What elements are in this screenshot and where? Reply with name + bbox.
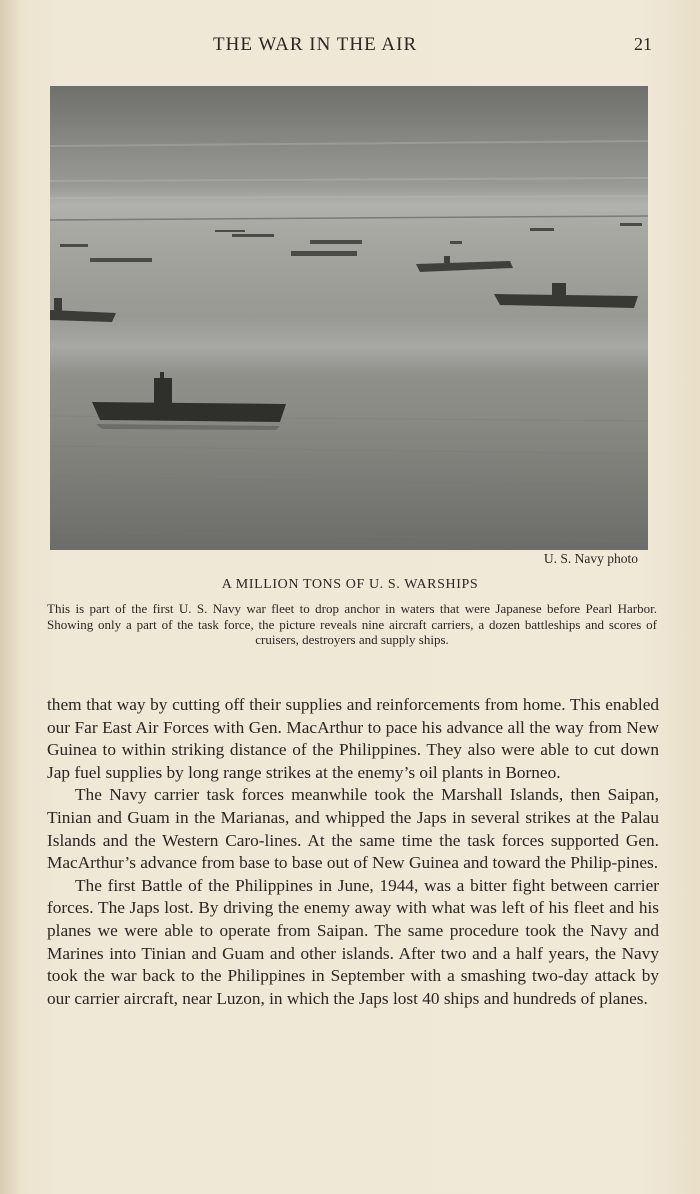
caption-title: A MILLION TONS OF U. S. WARSHIPS: [221, 577, 479, 592]
caption-text: This is part of the first U. S. Navy war fleet to drop anchor in waters that were Japanese before Pearl Harbor. Showing only a part of the task force, the picture reveals nine aircraft carriers, a dozen battleships and scores of cruisers, destroyers and supply ships.: [47, 601, 657, 647]
running-title: THE WAR IN THE AIR: [213, 34, 418, 55]
body-text: [47, 694, 659, 1010]
paragraph-3: The first Battle of the Philippines in June, 1944, was a bitter fight between carrier forces. The Japs lost. By driving the enemy away with what was left of his fleet and his planes we were able to operate from Saipan. The same procedure took the Navy and Marines into Tinian and Guam and other islands. After two and a half years, the Navy took the war back to the Philippines in September with a smashing two-day attack by our carrier aircraft, near Luzon, in which the Japs lost 40 ships and hundreds of planes.: [47, 875, 659, 1008]
photo-credit: U. S. Navy photo: [543, 551, 638, 566]
warships-photo: [50, 86, 648, 550]
page-number: 21: [634, 34, 652, 54]
warships-photo-icon: [50, 86, 648, 550]
paragraph-2: The Navy carrier task forces meanwhile took the Marshall Islands, then Saipan, Tinian and Guam in the Marianas, and whipped the Japs in several strikes at the Palau Islands and the Western Caro-lines. At the same time the task forces supported Gen. MacArthur’s advance from base to base out of New Guinea and toward the Philip-pines.: [47, 785, 659, 873]
paragraph-1: them that way by cutting off their supplies and reinforcements from home. This enabled our Far East Air Forces with Gen. MacArthur to pace his advance all the way from New Guinea to within striking distance of the Philippines. They also were able to cut down Jap fuel supplies by long range strikes at the enemy’s oil plants in Borneo.: [47, 695, 659, 782]
page-header: [48, 34, 658, 58]
